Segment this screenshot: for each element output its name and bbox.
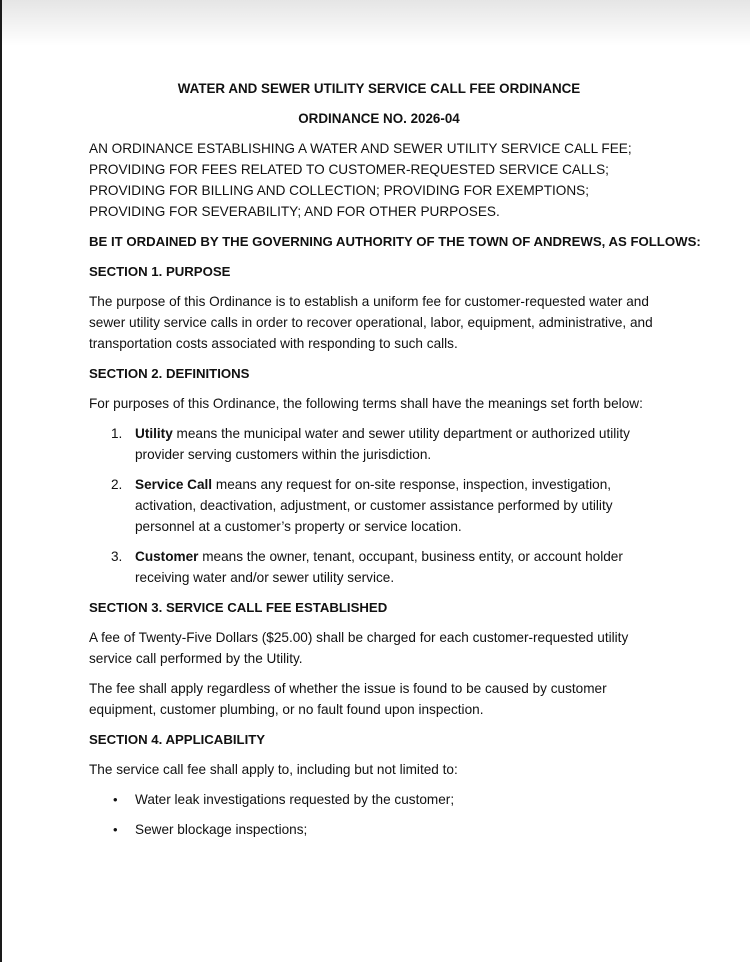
section-1-heading: SECTION 1. PURPOSE bbox=[89, 264, 231, 279]
definition-number: 2. bbox=[111, 477, 123, 492]
document-body bbox=[89, 78, 701, 849]
section-4-heading: SECTION 4. APPLICABILITY bbox=[89, 732, 266, 747]
definition-term: Customer bbox=[135, 549, 199, 564]
section-4-intro: The service call fee shall apply to, including but not limited to: bbox=[89, 762, 458, 777]
section-3-fee-paragraph: A fee of Twenty-Five Dollars ($25.00) shall be charged for each customer-requested utility service call performed by the Utility. bbox=[89, 630, 629, 666]
bullet-icon: • bbox=[113, 822, 118, 837]
section-1-text: The purpose of this Ordinance is to establish a uniform fee for customer-requested water and sewer utility service calls in order to recover operational, labor, equipment, administrative, and transportation costs associated with responding to such calls. bbox=[89, 294, 653, 351]
list-item-text: Water leak investigations requested by the customer; bbox=[135, 792, 455, 807]
section-3-applicability-paragraph: The fee shall apply regardless of whether the issue is found to be caused by customer equipment, customer plumbing, or no fault found upon inspection. bbox=[89, 681, 607, 717]
definition-text: means any request for on-site response, inspection, investigation, activation, deactivation, adjustment, or customer assistance performed by utility personnel at a customer’s property or service location. bbox=[135, 477, 613, 534]
section-3-heading: SECTION 3. SERVICE CALL FEE ESTABLISHED bbox=[89, 600, 388, 615]
definition-term: Service Call bbox=[135, 477, 213, 492]
definition-item bbox=[89, 474, 669, 537]
preamble: AN ORDINANCE ESTABLISHING A WATER AND SEWER UTILITY SERVICE CALL FEE; PROVIDING FOR FEES RELATED TO CUSTOMER-REQUESTED SERVICE CALLS; PROVIDING FOR BILLING AND COLLECTION; PROVIDING FOR EXEMPTIONS; PROVIDING FOR SEVERABILITY; AND FOR OTHER PURPOSES. bbox=[89, 141, 632, 219]
enacting-clause: BE IT ORDAINED BY THE GOVERNING AUTHORITY OF THE TOWN OF ANDREWS, AS FOLLOWS: bbox=[89, 234, 701, 249]
definition-text: means the municipal water and sewer utility department or authorized utility provider serving customers within the jurisdiction. bbox=[135, 426, 630, 462]
definition-item bbox=[89, 423, 669, 465]
section-2-intro: For purposes of this Ordinance, the following terms shall have the meanings set forth below: bbox=[89, 396, 643, 411]
bullet-icon: • bbox=[113, 792, 118, 807]
page-top-shadow bbox=[2, 0, 750, 46]
document-title: WATER AND SEWER UTILITY SERVICE CALL FEE ORDINANCE bbox=[177, 81, 581, 96]
definition-term: Utility bbox=[135, 426, 173, 441]
definitions-list bbox=[89, 423, 669, 588]
ordinance-number: ORDINANCE NO. 2026-04 bbox=[298, 111, 460, 126]
list-item bbox=[89, 789, 669, 810]
list-item bbox=[89, 819, 669, 840]
applicability-list bbox=[89, 789, 669, 840]
section-2-heading: SECTION 2. DEFINITIONS bbox=[89, 366, 250, 381]
definition-item bbox=[89, 546, 669, 588]
definition-number: 3. bbox=[111, 549, 123, 564]
definition-number: 1. bbox=[111, 426, 123, 441]
definition-text: means the owner, tenant, occupant, business entity, or account holder receiving water and/or sewer utility service. bbox=[135, 549, 623, 585]
list-item-text: Sewer blockage inspections; bbox=[135, 822, 308, 837]
